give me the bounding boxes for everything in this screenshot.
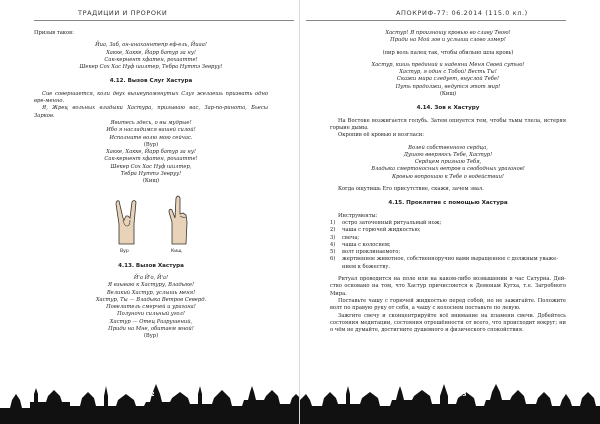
- running-header-left: ТРАДИЦИИ И ПРОРОКИ: [78, 9, 168, 17]
- list-item: 2) чаша с горючей жидкостью;: [330, 227, 421, 234]
- running-header-right: АПОКРИФ-77: 06.2014 (115.0 кл.): [396, 9, 528, 17]
- chant-line: Хастур, кишь преданий и надеяни Меня Своей сутью!: [371, 61, 525, 68]
- tools-list: [330, 220, 566, 271]
- chant-line: Шекер Сох Хас Нуф шилтер,: [110, 163, 192, 170]
- paragraph: На Востоке возжигается голубь. Затем опнуется тем, чтобы тьмы тлела, истеряя горыие дымы.: [330, 117, 566, 131]
- chant-line: Душою вверяюсь Тебе, Хастур!: [403, 151, 493, 158]
- left-page-body: [34, 30, 268, 341]
- chant-line: Й'а Й'о, Й'а!: [133, 274, 169, 281]
- chant-line: Сак-кернент хфатен, рохаатте!: [104, 56, 198, 63]
- list-item: 3) свеча;: [330, 234, 360, 241]
- tools-intro: Инструменты:: [338, 212, 378, 219]
- hand-label: Вур: [120, 248, 129, 254]
- header-rule: [306, 20, 566, 21]
- chant-line: Хакке, Хакке, Йарр батур за ну!: [106, 149, 196, 156]
- chant-line: Сак-кернент хфатен, рохаатте!: [104, 156, 198, 163]
- list-item: 4) чаша с колоснем;: [330, 241, 391, 248]
- right-page: [300, 0, 600, 424]
- chant-line: Я взываю к Хастуру, Владыке!: [107, 282, 195, 289]
- skyline-shape: [0, 384, 300, 424]
- chant-line: Явитесь здесь, о вы мудрые!: [110, 119, 192, 126]
- chant-line: Волей собственного сердца,: [408, 144, 488, 151]
- header-rule: [34, 20, 294, 21]
- hand-gestures-figure: [34, 190, 268, 256]
- page-number: 163: [454, 391, 467, 398]
- paragraph: Ритуал проводится на поле или на каком-либо возвышении в час Сатурна. Дей-ство основано на том, что Хастур причисляется к Демонам Кугха, т.е. Загробного Мира.: [330, 276, 566, 297]
- list-item: 6) жертвенное животное, собственноручно вами выращенное с должным уваже-нием к божеству.: [330, 256, 558, 270]
- chant-line: Хастур! Я произношу кровью во славу Твою!: [385, 30, 511, 36]
- horned-hand-icon: [112, 190, 142, 246]
- chant-line: Владыка смертоносных ветров и свободных ураганов!: [371, 166, 525, 173]
- chant-line: Приди на Мне, обитаем мной!: [108, 326, 194, 333]
- gesture-note: (Вур): [143, 141, 159, 148]
- page-number: 162: [142, 391, 155, 398]
- gesture-note: (Кищ): [439, 91, 457, 98]
- chant-line: Повелитель смерчей и урагана!: [106, 304, 196, 311]
- paragraph: Поставьте чашу с горючей жидкостью перед собой, но не зажигайте. Положите волт по правую руку от себя, а чашу с колоснем поставьте по левую.: [330, 297, 566, 312]
- section-heading: 4.14. Зов к Хастуру: [416, 105, 480, 112]
- chant-line: Шекер Сох Хас Нуф шилтер, Тебра Нуттэ Зевруу!: [79, 64, 223, 71]
- city-skyline-silhouette: [300, 372, 600, 424]
- chant-line: Йиа, Заб, он-инаханнтепр еф-ель, Йиаа!: [95, 42, 207, 49]
- section-heading: 4.13. Вызов Хастура: [118, 262, 184, 269]
- chant-line: Исполните волю мою сейчас.: [109, 134, 193, 141]
- skyline-shape: [300, 384, 600, 424]
- pointing-hand-icon: [164, 190, 194, 246]
- chant-line: Скажи мира следует, внуслой Тебе!: [396, 76, 500, 83]
- chant-line: Хастур — Отец Разрушений,: [109, 318, 193, 325]
- list-item: 1) остро заточенный ритуальный нож;: [330, 219, 442, 226]
- chant-line: Кровью вопрошаю к Тебе о водействии!: [391, 173, 505, 180]
- section-heading: 4.12. Вызов Слуг Хастура: [109, 78, 193, 85]
- chant-line: Тебра Нуттэ Зевруу!: [120, 171, 182, 178]
- chant-line: Путь продолжи, ведутся этот мир!: [395, 83, 501, 90]
- right-page-body: [330, 30, 566, 334]
- chant-line: Полуночи сильный угол!: [117, 311, 185, 318]
- paragraph: Я, Жрец вольных владыки Хастура, призываю вас, Зар-по-ринота, Бьесы Зарков.: [34, 105, 268, 119]
- chant-line: Приди на Мой зов и услыши слово эзмер!: [390, 37, 506, 44]
- chant-line: Сердцем признаю Тебя,: [414, 159, 482, 166]
- chant-line: Хастур, я один с Тобой! Весть Ты!: [399, 69, 497, 76]
- hand-label: Кищ: [171, 248, 182, 254]
- city-skyline-silhouette: [0, 372, 300, 424]
- gesture-note: (Кищ): [142, 178, 160, 185]
- chant-line: Великий Хастур, услышь меня!: [106, 289, 196, 296]
- paragraph: Окропив её кровью и возгласи:: [338, 132, 425, 139]
- paragraph: Зажгите свечу и сконцентрируйте всё внимание на пламени свечи. Добейтесь состояния медитации, состояния отрешённости от всего, что происходит вокруг; ни о чём не думайте, достигните душевного и физического спокойствия.: [330, 312, 566, 334]
- chant-line: Ибо я насладимся вашей силой!: [106, 127, 196, 134]
- section-heading: 4.15. Проклятие с помощью Хастура: [388, 200, 508, 207]
- list-item: 5) волт проклинаемого;: [330, 249, 401, 256]
- paragraph: Сие совершается, коли двух вышеупомянутых Слуг желаешь призвать одно вре-менно.: [34, 90, 268, 105]
- intro-line: Призыв таков:: [34, 30, 74, 36]
- chant-line: Хакке, Хакке, Йарр батур за ну!: [106, 49, 196, 56]
- chant-line: Хастур, Ты — Владыка Ветров Северд.: [95, 296, 207, 303]
- stage-note: (пир воль палец так, чтобы обильно шла кровь): [382, 49, 514, 56]
- paragraph: Когда ощутишь Его присутствие, скажи, зачем звал.: [338, 186, 484, 193]
- gesture-note: (Вур): [143, 333, 159, 340]
